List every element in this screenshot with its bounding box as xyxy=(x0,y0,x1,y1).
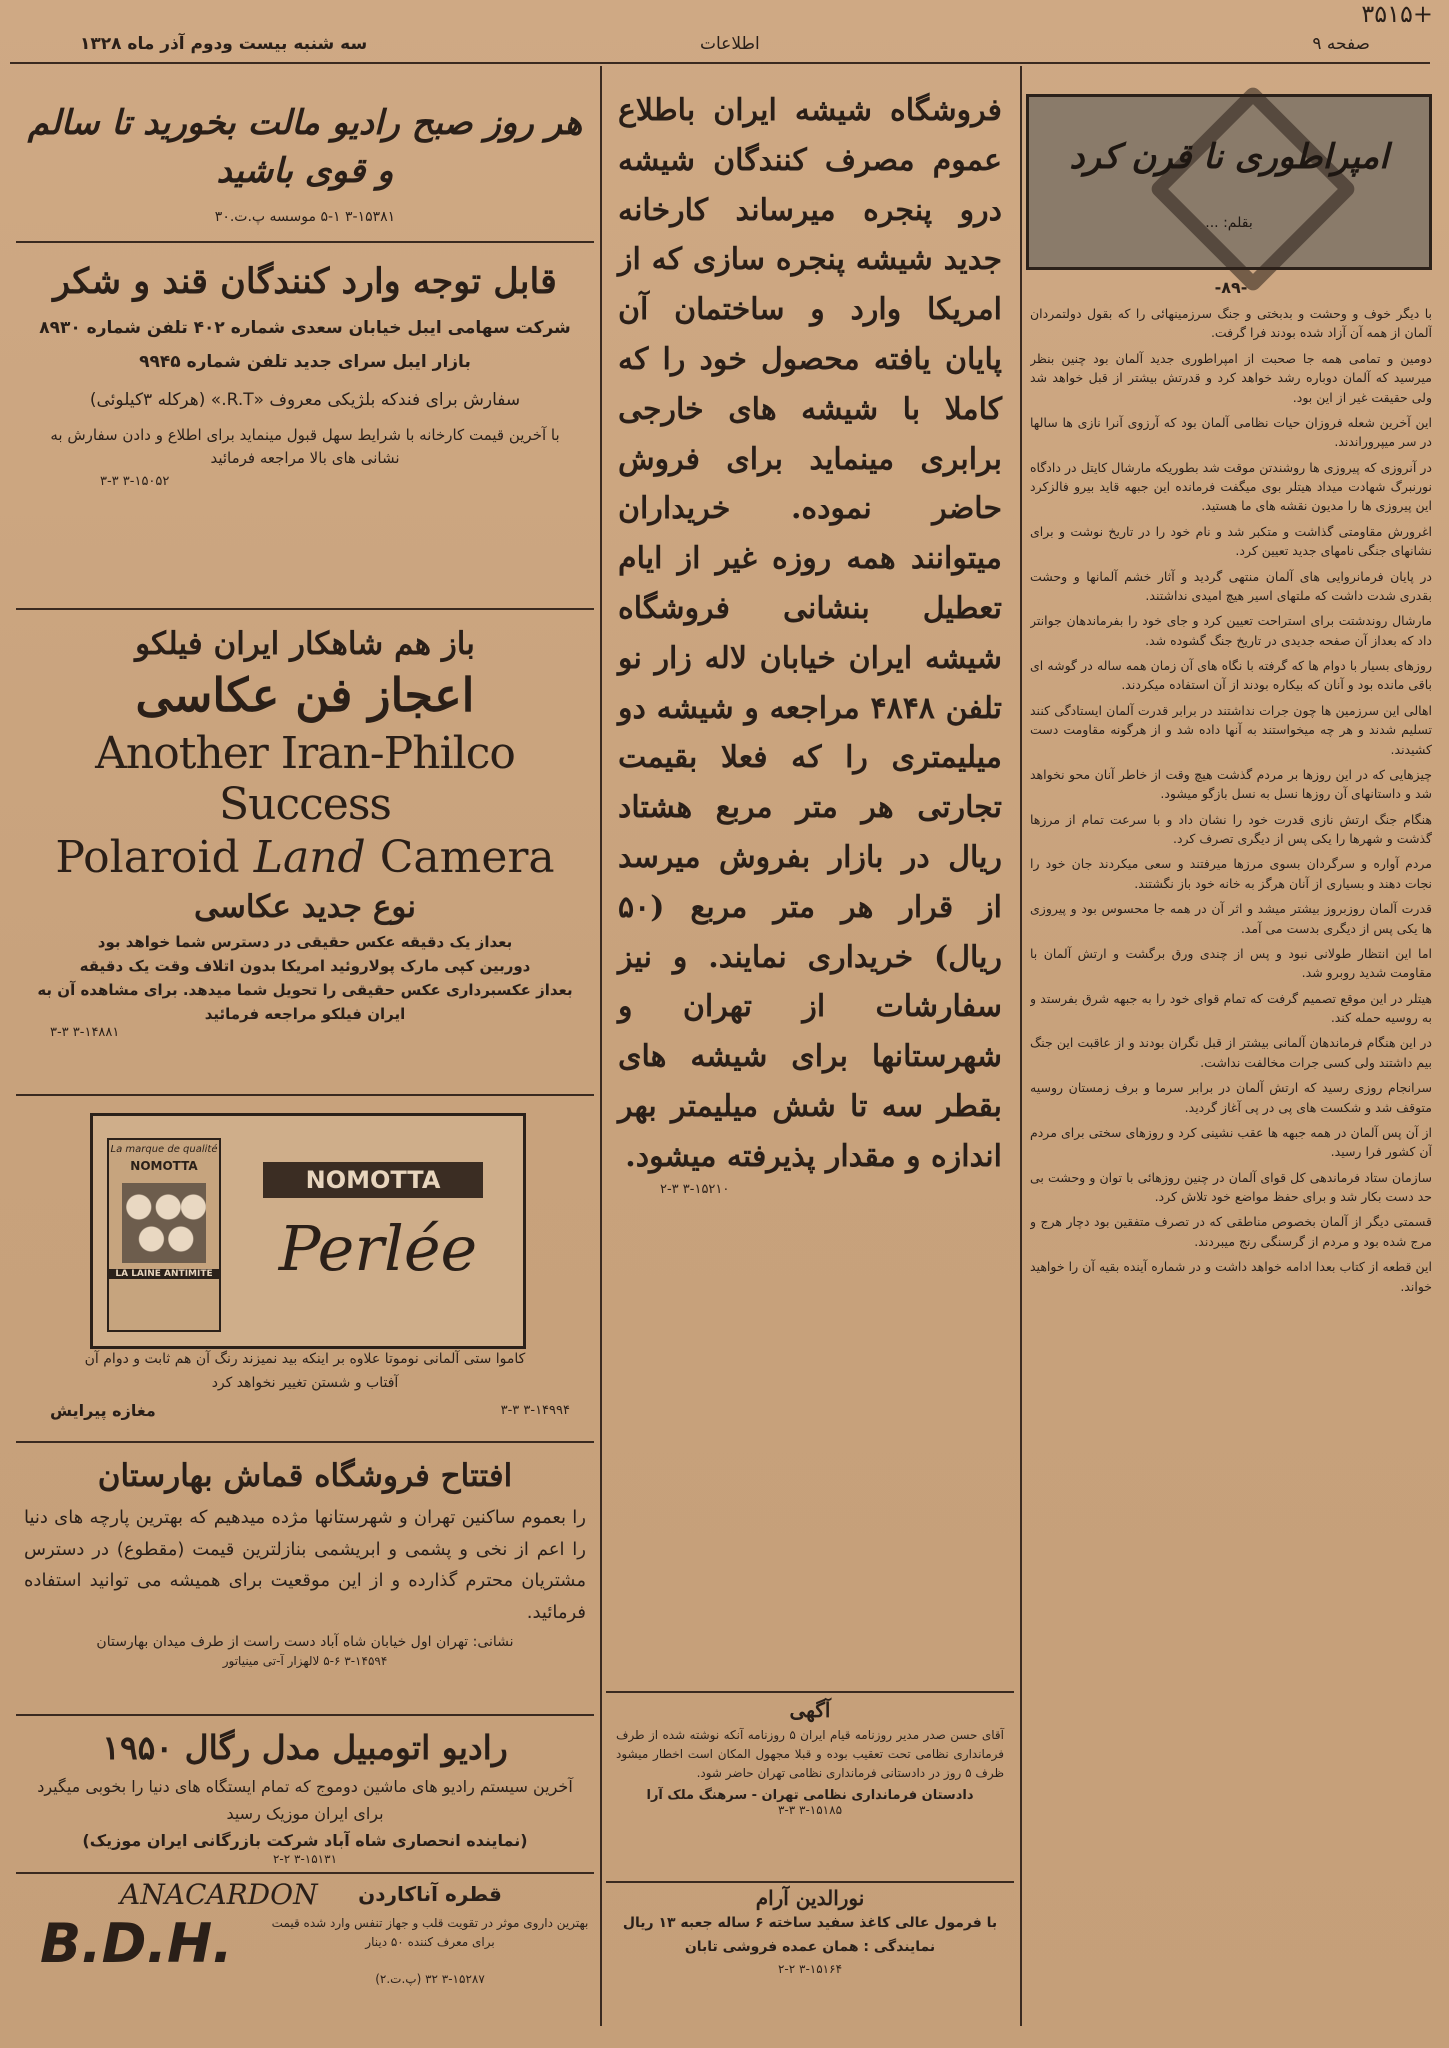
notice-ref: ۳-۱۵۱۸۵ ۳-۳ xyxy=(777,1802,843,1817)
story-logo-sub: بقلم: ... xyxy=(1205,215,1253,231)
divider xyxy=(16,1441,594,1443)
story-paragraph: روزهای بسیار با دوام ها که گرفته با نگاه های آن زمان همه ساله در گوشه ای باقی مانده بود و آنان که بیکاره بودند از آن استفاده میکردند. xyxy=(1030,658,1432,693)
story-paragraph: این قطعه از کتاب بعدا ادامه خواهد داشت و در شماره آینده بقیه آن را خواهید خواند. xyxy=(1030,1259,1432,1294)
divider xyxy=(606,1881,1014,1883)
nomotta-shop: مغازه پیرایش xyxy=(50,1401,156,1420)
story-paragraph: این آخرین شعله فروزان حیات نظامی آلمان بود که آرزوی آنرا نازی ها سالها در سر میپروراندند. xyxy=(1030,414,1432,450)
divider xyxy=(16,241,594,243)
philco-en2-land: Land xyxy=(253,832,366,883)
nomotta-brand: NOMOTTA xyxy=(263,1162,483,1198)
nomotta-label-small: NOMOTTA xyxy=(130,1159,198,1173)
glass-ref: ۳-۱۵۲۱۰ ۲-۳ xyxy=(660,1181,730,1197)
sugar-line4: با آخرین قیمت کارخانه با شرایط سهل قبول مینماید برای اطلاع و دادن سفارش به نشانی های بالا مراجعه فرمائید xyxy=(50,425,560,467)
ad-bahar xyxy=(10,1448,600,1713)
notice-sign: دادستان فرمانداری نظامی تهران - سرهنگ ملک آرا xyxy=(646,1787,974,1803)
bahar-headline: افتتاح فروشگاه قماش بهارستان xyxy=(97,1458,513,1494)
philco-head2: اعجاز فن عکاسی xyxy=(135,668,475,722)
ad-radio-health xyxy=(10,86,600,236)
divider xyxy=(16,1714,594,1716)
nomotta-frame xyxy=(90,1113,526,1349)
story-paragraph: مردم آواره و سرگردان بسوی مرزها میرفتند و سعی میکردند جان خود را نجات دهند و بسیاری از آنان هرگز به خانه خود باز نگشتند. xyxy=(1030,856,1432,891)
middle-column xyxy=(600,66,1022,2026)
notice-body: آقای حسن صدر مدیر روزنامه قیام ایران ۵ روزنامه آنکه نوشته شده از طرف فرمانداری نظامی تحت تعقیب بوده و قبلا مجهول المکان است اخطار میشود ظرف ۵ روز در دادستانی فرمانداری نظامی تهران حاضر شود. xyxy=(616,1728,1004,1781)
story-paragraph: از آن پس آلمان در همه جبهه ها عقب نشینی کرد و روزهای سختی برای مردم آن کشور فرا رسید. xyxy=(1030,1124,1432,1160)
philco-en1: Another Iran-Philco Success xyxy=(95,728,515,830)
philco-en2-polaroid: Polaroid xyxy=(55,832,240,883)
masthead xyxy=(10,30,1430,64)
philco-ref: ۳-۱۴۸۸۱ ۳-۳ xyxy=(50,1025,120,1040)
ad-regal xyxy=(10,1720,600,1870)
ad-anacardon xyxy=(10,1876,600,2026)
nomotta-product: Perlée xyxy=(278,1212,478,1285)
regal-body: آخرین سیستم رادیو های ماشین دوموج که تمام ایستگاه های دنیا را بخوبی میگیرد برای ایران موزیک رسید xyxy=(37,1777,573,1824)
issue-date: سه شنبه بیست ودوم آذر ماه ۱۳۲۸ xyxy=(80,34,368,54)
philco-en2-camera: Camera xyxy=(379,832,555,883)
left-column xyxy=(10,66,602,2026)
story-paragraph: در این هنگام فرماندهان آلمانی بیشتر از قبل نگران بودند و از عاقبت این جنگ بیم داشتند ولی کسی جرات مخالفت نداشت. xyxy=(1030,1035,1432,1070)
ad-nooraram xyxy=(600,1886,1020,2026)
story-paragraph: در آنروزی که پیروزی ها روشندتن موقت شد بطوریکه مارشال کایتل در دادگاه نورنبرگ شهادت میداد هیتلر بوی میگفت فرمانده این جبهه قاید بیرو فالزکرد این پیروزی ها را مدیون نقشه های ما هستید. xyxy=(1030,459,1432,514)
nomotta-label-box xyxy=(107,1138,221,1332)
notice-title: آگهی xyxy=(789,1698,831,1722)
anacardon-title: قطره آناکاردن xyxy=(358,1882,502,1906)
story-paragraph: مارشال روندشتت برای استراحت تعیین کرد و جای خود را بفرماندهان جوانتر داد که بعداز آن صفحه جدیدی در تاریخ جنگ گشوده شد. xyxy=(1030,613,1432,648)
anacardon-body: بهترین داروی موثر در تقویت قلب و جهاز تنفس وارد شده قیمت برای معرف کننده ۵۰ دینار xyxy=(271,1916,589,1950)
philco-en2 xyxy=(10,832,600,883)
bahar-address: نشانی: تهران اول خیابان شاه آباد دست راست از طرف میدان بهارستان xyxy=(96,1634,514,1650)
regal-headline: رادیو اتومبیل مدل رگال ۱۹۵۰ xyxy=(102,1728,508,1767)
story-paragraph: هیتلر در این موقع تصمیم گرفت که تمام قوای خود را به جبهه شرق بفرستد و به روسیه حمله کند. xyxy=(1030,990,1432,1025)
story-paragraph: هنگام جنگ ارتش نازی قدرت خود را نشان داد و با سرعت تمام از مرزها گذشت و شهرها را یکی پس از دیگری تصرف کرد. xyxy=(1030,811,1432,846)
story-paragraph: دومین و تمامی همه جا صحبت از امپراطوری جدید آلمان بود چنین بنظر میرسید که آلمان دوباره رشد خواهد کرد و قدرتش بیشتر از قبل خواهد شد ولی حقیقت غیر از این بود. xyxy=(1030,350,1432,405)
nomotta-text2: آفتاب و شستن تغییر نخواهد کرد xyxy=(211,1375,399,1391)
story-paragraph: سرانجام روزی رسید که ارتش آلمان در برابر سرما و برف زمستان روسیه متوقف شد و شکست های پی در پی آغاز گردید. xyxy=(1030,1080,1432,1115)
story-logo-title: امپراطوری نا قرن کرد xyxy=(1069,137,1389,177)
story-paragraph: اهالی این سرزمین ها چون جرات نداشتند در برابر قدرت آلمان ایستادگی کنند تسلیم شدند و هر چه میخواستند به آنها داده شد و از هرگونه مقاومت دست کشیدند. xyxy=(1030,702,1432,757)
regal-ref: ۳-۱۵۱۳۱ ۲-۲ xyxy=(272,1852,338,1867)
divider xyxy=(16,608,594,610)
story-paragraph: اما این انتظار طولانی نبود و پس از چندی ورق برگشت و ارتش آلمان با مقاومت شدید روبرو شد. xyxy=(1030,945,1432,981)
divider xyxy=(16,1872,594,1874)
philco-body4: ایران فیلکو مراجعه فرمائید xyxy=(204,1005,406,1023)
sugar-ref: ۳-۱۵۰۵۲ ۳-۳ xyxy=(100,474,170,490)
nomotta-text1: کاموا ستی آلمانی نوموتا علاوه بر اینکه بید نمیزند رنگ آن هم ثابت و دوام آن xyxy=(84,1351,526,1367)
nomotta-ref: ۳-۱۴۹۹۴ ۳-۳ xyxy=(500,1403,570,1418)
story-paragraph: سازمان ستاد فرماندهی کل قوای آلمان در چنین روزهائی با توان و وحشت بی حد دست بکار شد و برای حفظ مواضع خود تلاش کرد. xyxy=(1030,1169,1432,1204)
nooraram-body: با فرمول عالی کاغذ سفید ساخته ۶ ساله جعبه ۱۳ ریال نمایندگی : همان عمده فروشی تابان xyxy=(622,1915,998,1955)
handwritten-note: ۳۵۱۵+ xyxy=(1361,0,1433,28)
story-number: -۸۹- xyxy=(1214,278,1248,297)
bahar-body: را بعموم ساکنین تهران و شهرستانها مژده میدهیم که بهترین پارچه های دنیا را اعم از نخی و پشمی و ابریشمی بنازلترین قیمت (مقطوع) در دسترس مشتریان محترم گذارده و از این موقعیت برای همیشه می توانید استفاده فرمائید. xyxy=(24,1507,586,1623)
swastika-icon xyxy=(1148,84,1357,293)
radio-health-headline: هر روز صبح رادیو مالت بخورید تا سالم و قوی باشید xyxy=(27,103,583,191)
philco-body2: دوربین کپی مارک پولاروئید امریکا بدون اتلاف وقت یک دقیقه xyxy=(79,957,531,975)
divider xyxy=(606,1691,1014,1693)
nomotta-marque: La marque de qualité xyxy=(110,1144,218,1155)
nooraram-title: نورالدین آرام xyxy=(755,1886,865,1910)
philco-body1: بعداز یک دقیقه عکس حقیقی در دسترس شما خواهد بود xyxy=(97,933,513,951)
ad-sugar xyxy=(10,248,600,608)
sugar-line2: بازار ایبل سرای جدید تلفن شماره ۹۹۴۵ xyxy=(139,351,471,372)
story-logo xyxy=(1026,94,1432,270)
story-paragraph: در پایان فرمانروایی های آلمان منتهی گردید و آثار خشم آلمانها و وحشت بقدری شدت داشت که ملتهای اسیر هیچ امیدی نداشتند. xyxy=(1030,568,1432,603)
ad-nomotta xyxy=(10,1101,600,1441)
philco-body3: بعداز عکسبرداری عکس حقیقی را تحویل شما میدهد. برای مشاهده آن به xyxy=(37,981,573,999)
sugar-line3: سفارش برای فندکه بلژیکی معروف «R.T.» (هرکله ۳کیلوئی) xyxy=(89,390,521,411)
paper-name: اطلاعات xyxy=(700,34,760,54)
philco-head1: باز هم شاهکار ایران فیلکو xyxy=(135,626,475,662)
divider xyxy=(16,1094,594,1096)
bahar-ref: ۳-۱۴۵۹۴ ۵-۶ لالهزار آ-تی مینیاتور xyxy=(222,1654,388,1668)
nomotta-laine: LA LAINE ANTIMITE xyxy=(109,1269,219,1279)
anacardon-brand: ANACARDON xyxy=(120,1878,318,1911)
nooraram-ref: ۳-۱۵۱۶۴ ۲-۲ xyxy=(777,1961,843,1976)
sugar-headline: قابل توجه وارد کنندگان قند و شکر xyxy=(53,261,557,302)
story-paragraph: اغرورش مقاومتی گذاشت و متکبر شد و نام خود را در تاریخ نوشت و برای نشانهای جنگی نامهای جدید تعیین کرد. xyxy=(1030,523,1432,559)
philco-head3: نوع جدید عکاسی xyxy=(194,889,416,925)
ad-notice xyxy=(600,1698,1020,1878)
story-paragraph: چیزهایی که در این روزها بر مردم گذشت هیچ وقت از خاطر آنان محو نخواهد شد و داستانهای آن روزها نسل به نسل بازگو میشود. xyxy=(1030,766,1432,802)
ad-glass xyxy=(600,86,1020,1676)
wool-balls-icon xyxy=(122,1183,206,1263)
glass-text: فروشگاه شیشه ایران باطلاع عموم مصرف کنندگان شیشه درو پنجره میرساند کارخانه جدید شیشه پنجره سازی که از امریکا وارد و ساختمان آن پایان یافته محصول خود را که کاملا با شیشه های خارجی برابری مینماید برای فروش حاضر نموده. خریداران میتوانند همه روزه غیر از ایام تعطیل بنشانی فروشگاه شیشه ایران خیابان لاله زار نو تلفن ۴۸۴۸ مراجعه و شیشه دو میلیمتری را که فعلا بقیمت تجارتی هر متر مربع هشتاد ریال در بازار بفروش میرسد از قرار هر متر مربع (۵۰ ریال) خریداری نمایند. و نیز سفارشات از تهران و شهرستانها برای شیشه های بقطر سه تا شش میلیمتر بهر اندازه و مقدار پذیرفته میشود. xyxy=(618,93,1002,1174)
page-number: صفحه ۹ xyxy=(1312,34,1370,54)
regal-agent: (نماینده انحصاری شاه آباد شرکت بازرگانی ایران موزیک) xyxy=(82,1831,528,1851)
anacardon-ref: ۳-۱۵۲۸۷ ۳۲ (پ.ت.۲) xyxy=(375,1972,485,1986)
ad-philco xyxy=(10,614,600,1094)
story-body xyxy=(1030,304,1432,2026)
anacardon-brand2: B.D.H. xyxy=(40,1912,233,1975)
sugar-line1: شرکت سهامی ایبل خیابان سعدی شماره ۴۰۲ تلفن شماره ۸۹۳۰ xyxy=(39,317,571,338)
story-paragraph: با دیگر خوف و وحشت و بدبختی و جنگ سرزمینهائی را که بقول دولتمردان آلمان از همه آن آزاد شده بودند فرا گرفت. xyxy=(1030,306,1432,341)
radio-health-ref: ۳-۱۵۳۸۱ ۵-۱ موسسه پ.ت.۳۰ xyxy=(214,209,396,226)
right-column xyxy=(1026,66,1436,2026)
story-paragraph: قسمتی دیگر از آلمان بخصوص مناطقی که در تصرف متفقین بود دچار هرج و مرج شده بود و مردم از گرسنگی رنج میبردند. xyxy=(1030,1214,1432,1249)
story-paragraph: قدرت آلمان روزبروز بیشتر میشد و اثر آن در همه جا محسوس بود و پیروزی ها یکی پس از دیگری بدست می آمد. xyxy=(1030,901,1432,936)
